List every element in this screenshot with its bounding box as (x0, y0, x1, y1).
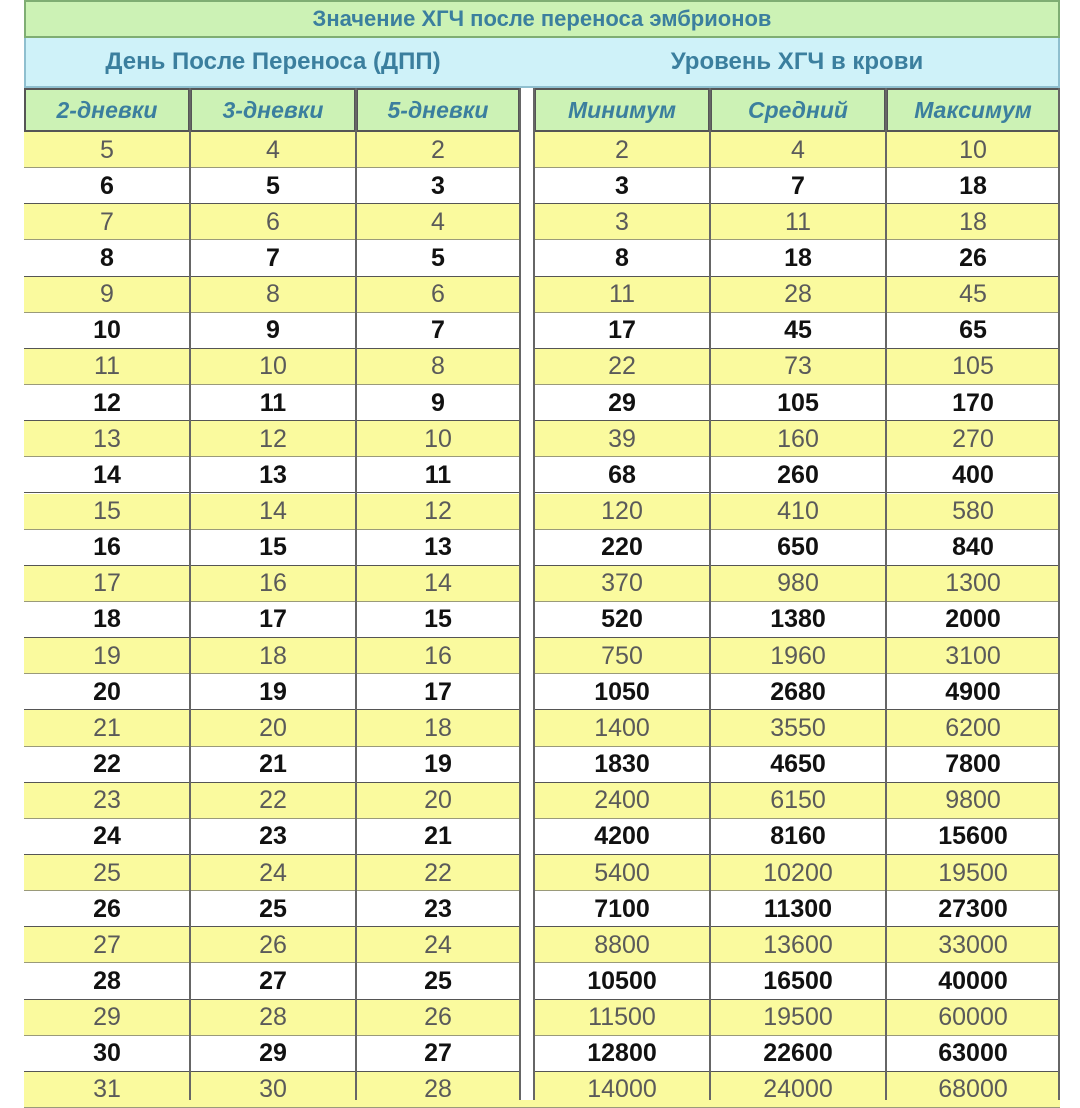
table-cell: 6200 (945, 713, 1001, 742)
table-row (24, 674, 1060, 710)
column-header-5-day: 5-дневки (356, 88, 520, 132)
table-cell: 220 (601, 533, 643, 562)
table-row (24, 566, 1060, 602)
group-days-after-transfer: День После Переноса (ДПП) (105, 48, 441, 75)
table-cell: 23 (424, 894, 452, 923)
table-cell: 13 (93, 424, 121, 453)
table-cell: 39 (608, 424, 636, 453)
table-cell: 15 (259, 533, 287, 562)
table-row (24, 385, 1060, 421)
table-cell: 4200 (594, 822, 650, 851)
table-cell: 29 (259, 1039, 287, 1068)
table-cell: 45 (784, 316, 812, 345)
column-header-3-day: 3-дневки (190, 88, 356, 132)
table-cell: 9 (100, 280, 114, 309)
table-row (24, 1000, 1060, 1036)
table-cell: 14000 (587, 1075, 657, 1104)
table-cell: 7800 (945, 750, 1001, 779)
table-cell: 1380 (770, 605, 826, 634)
table-cell: 270 (952, 424, 994, 453)
table-cell: 3550 (770, 713, 826, 742)
table-cell: 45 (959, 280, 987, 309)
table-cell: 17 (424, 677, 452, 706)
column-divider (1058, 88, 1060, 1100)
table-cell: 160 (777, 424, 819, 453)
table-cell: 1300 (945, 569, 1001, 598)
table-row (24, 963, 1060, 999)
table-cell: 580 (952, 497, 994, 525)
table-row (24, 457, 1060, 493)
column-divider (355, 88, 357, 1100)
table-cell: 8 (431, 352, 445, 381)
table-cell: 6 (431, 280, 445, 309)
table-cell: 105 (952, 352, 994, 381)
table-cell: 25 (93, 858, 121, 887)
table-cell: 7 (431, 316, 445, 345)
table-title: Значение ХГЧ после переноса эмбрионов (24, 0, 1060, 38)
table-row (24, 530, 1060, 566)
table-cell: 24 (259, 858, 287, 887)
table-cell: 1400 (594, 713, 650, 742)
column-header-maximum: Максимум (886, 88, 1060, 132)
table-cell: 4 (791, 135, 805, 164)
table-cell: 6150 (770, 786, 826, 815)
table-cell: 30 (259, 1075, 287, 1104)
table-cell: 400 (952, 460, 994, 489)
group-header-row (24, 38, 1060, 88)
table-cell: 22 (93, 750, 121, 779)
table-cell: 26 (259, 930, 287, 959)
table-cell: 28 (424, 1075, 452, 1104)
table-cell: 16 (424, 641, 452, 670)
table-cell: 410 (777, 497, 819, 525)
table-cell: 8800 (594, 930, 650, 959)
table-cell: 750 (601, 641, 643, 670)
table-row (24, 204, 1060, 240)
table-cell: 5 (431, 243, 445, 272)
table-cell: 370 (601, 569, 643, 598)
table-cell: 25 (259, 894, 287, 923)
table-cell: 16 (93, 533, 121, 562)
table-cell: 19 (259, 677, 287, 706)
table-cell: 14 (424, 569, 452, 598)
table-cell: 19 (93, 641, 121, 670)
table-cell: 24 (424, 930, 452, 959)
table-row (24, 891, 1060, 927)
table-cell: 3 (431, 171, 445, 200)
table-cell: 19 (424, 750, 452, 779)
table-cell: 15600 (938, 822, 1008, 851)
table-cell: 520 (601, 605, 643, 634)
table-cell: 980 (777, 569, 819, 598)
table-cell: 3100 (945, 641, 1001, 670)
table-cell: 14 (93, 460, 121, 489)
table-cell: 16 (259, 569, 287, 598)
table-cell: 7100 (594, 894, 650, 923)
table-cell: 2 (615, 135, 629, 164)
table-cell: 22 (424, 858, 452, 887)
table-cell: 63000 (938, 1039, 1008, 1068)
table-cell: 19500 (938, 858, 1008, 887)
group-hcg-level: Уровень ХГЧ в крови (670, 48, 924, 75)
table-cell: 65 (959, 316, 987, 345)
table-cell: 4900 (945, 677, 1001, 706)
table-cell: 17 (608, 316, 636, 345)
table-cell: 20 (259, 713, 287, 742)
table-row (24, 1036, 1060, 1072)
table-cell: 27 (424, 1039, 452, 1068)
column-header-2-day: 2-дневки (24, 88, 190, 132)
table-cell: 24000 (763, 1075, 833, 1104)
table-row (24, 240, 1060, 276)
table-cell: 7 (100, 207, 114, 236)
table-cell: 68 (608, 460, 636, 489)
table-cell: 2680 (770, 677, 826, 706)
table-cell: 260 (777, 460, 819, 489)
table-cell: 33000 (938, 930, 1008, 959)
table-row (24, 638, 1060, 674)
table-cell: 18 (93, 605, 121, 634)
table-cell: 12 (259, 424, 287, 453)
table-cell: 8 (615, 243, 629, 272)
table-row (24, 1072, 1060, 1108)
table-cell: 12800 (587, 1039, 657, 1068)
table-cell: 10 (424, 424, 452, 453)
table-cell: 10500 (587, 966, 657, 995)
table-cell: 26 (424, 1003, 452, 1032)
table-cell: 7 (266, 243, 280, 272)
column-divider (533, 88, 535, 1100)
table-cell: 22 (608, 352, 636, 381)
table-row (24, 927, 1060, 963)
table-cell: 27300 (938, 894, 1008, 923)
table-cell: 18 (259, 641, 287, 670)
table-cell: 20 (93, 677, 121, 706)
table-cell: 105 (777, 388, 819, 417)
table-cell: 13600 (763, 930, 833, 959)
table-cell: 15 (424, 605, 452, 634)
table-cell: 17 (259, 605, 287, 634)
table-cell: 6 (100, 171, 114, 200)
table-cell: 7 (791, 171, 805, 200)
table-cell: 17 (93, 569, 121, 598)
table-cell: 21 (424, 822, 452, 851)
table-cell: 73 (784, 352, 812, 381)
column-header-minimum: Минимум (534, 88, 710, 132)
table-row (24, 783, 1060, 819)
table-cell: 10 (259, 352, 287, 381)
table-row (24, 747, 1060, 783)
table-cell: 11500 (588, 1003, 656, 1032)
table-row (24, 602, 1060, 638)
table-cell: 28 (259, 1003, 287, 1032)
table-cell: 30 (93, 1039, 121, 1068)
table-cell: 1050 (594, 677, 650, 706)
table-cell: 24 (93, 822, 121, 851)
table-cell: 13 (259, 460, 287, 489)
table-cell: 1830 (594, 750, 650, 779)
table-cell: 2000 (945, 605, 1001, 634)
table-row (24, 132, 1060, 168)
table-cell: 16500 (763, 966, 833, 995)
table-cell: 11 (94, 352, 120, 381)
table-cell: 11300 (763, 894, 833, 923)
table-cell: 26 (959, 243, 987, 272)
table-cell: 28 (784, 280, 812, 309)
table-cell: 6 (266, 207, 280, 236)
table-cell: 27 (259, 966, 287, 995)
table-row (24, 819, 1060, 855)
table-cell: 18 (959, 171, 987, 200)
table-cell: 10200 (763, 858, 833, 887)
table-cell: 18 (784, 243, 812, 272)
table-cell: 12 (93, 388, 121, 417)
table-cell: 4 (266, 135, 280, 164)
table-cell: 2 (431, 135, 445, 164)
table-row (24, 421, 1060, 457)
table-cell: 9800 (945, 786, 1001, 815)
table-cell: 4 (431, 207, 445, 236)
table-row (24, 349, 1060, 385)
table-cell: 15 (93, 497, 121, 525)
table-cell: 11 (424, 460, 452, 489)
table-cell: 11 (785, 207, 811, 236)
column-divider (709, 88, 711, 1100)
table-cell: 31 (93, 1075, 121, 1104)
table-cell: 2400 (594, 786, 650, 815)
column-divider (519, 88, 521, 1100)
table-cell: 21 (259, 750, 287, 779)
table-cell: 5400 (594, 858, 650, 887)
table-cell: 21 (93, 713, 121, 742)
table-cell: 13 (424, 533, 452, 562)
table-cell: 11 (259, 388, 287, 417)
table-cell: 25 (424, 966, 452, 995)
table-row (24, 168, 1060, 204)
table-cell: 18 (959, 207, 987, 236)
table-cell: 8160 (770, 822, 826, 851)
table-cell: 23 (93, 786, 121, 815)
table-cell: 170 (952, 388, 994, 417)
table-cell: 12 (424, 497, 452, 525)
table-cell: 29 (608, 388, 636, 417)
column-divider (885, 88, 887, 1100)
table-cell: 20 (424, 786, 452, 815)
table-row (24, 710, 1060, 746)
table-row (24, 494, 1060, 530)
column-group-gap (520, 88, 534, 1100)
column-header-average: Средний (710, 88, 886, 132)
table-cell: 9 (431, 388, 445, 417)
table-cell: 19500 (763, 1003, 833, 1032)
table-cell: 27 (93, 930, 121, 959)
table-cell: 60000 (938, 1003, 1008, 1032)
table-cell: 8 (100, 243, 114, 272)
table-cell: 28 (93, 966, 121, 995)
table-cell: 23 (259, 822, 287, 851)
table-cell: 10 (93, 316, 121, 345)
table-cell: 14 (259, 497, 287, 525)
table-cell: 3 (615, 171, 629, 200)
table-cell: 120 (601, 497, 643, 525)
table-cell: 4650 (770, 750, 826, 779)
column-divider (189, 88, 191, 1100)
table-cell: 9 (266, 316, 280, 345)
table-row (24, 855, 1060, 891)
table-cell: 3 (615, 207, 629, 236)
table-cell: 650 (777, 533, 819, 562)
table-cell: 5 (266, 171, 280, 200)
table-cell: 840 (952, 533, 994, 562)
table-cell: 40000 (938, 966, 1008, 995)
table-cell: 29 (93, 1003, 121, 1032)
table-cell: 22 (259, 786, 287, 815)
table-row (24, 313, 1060, 349)
table-cell: 8 (266, 280, 280, 309)
table-cell: 18 (424, 713, 452, 742)
table-cell: 11 (609, 280, 635, 309)
table-cell: 5 (100, 135, 114, 164)
table-cell: 1960 (770, 641, 826, 670)
table-cell: 10 (959, 135, 987, 164)
table-cell: 26 (93, 894, 121, 923)
table-cell: 68000 (938, 1075, 1008, 1104)
table-row (24, 277, 1060, 313)
table-cell: 22600 (763, 1039, 833, 1068)
